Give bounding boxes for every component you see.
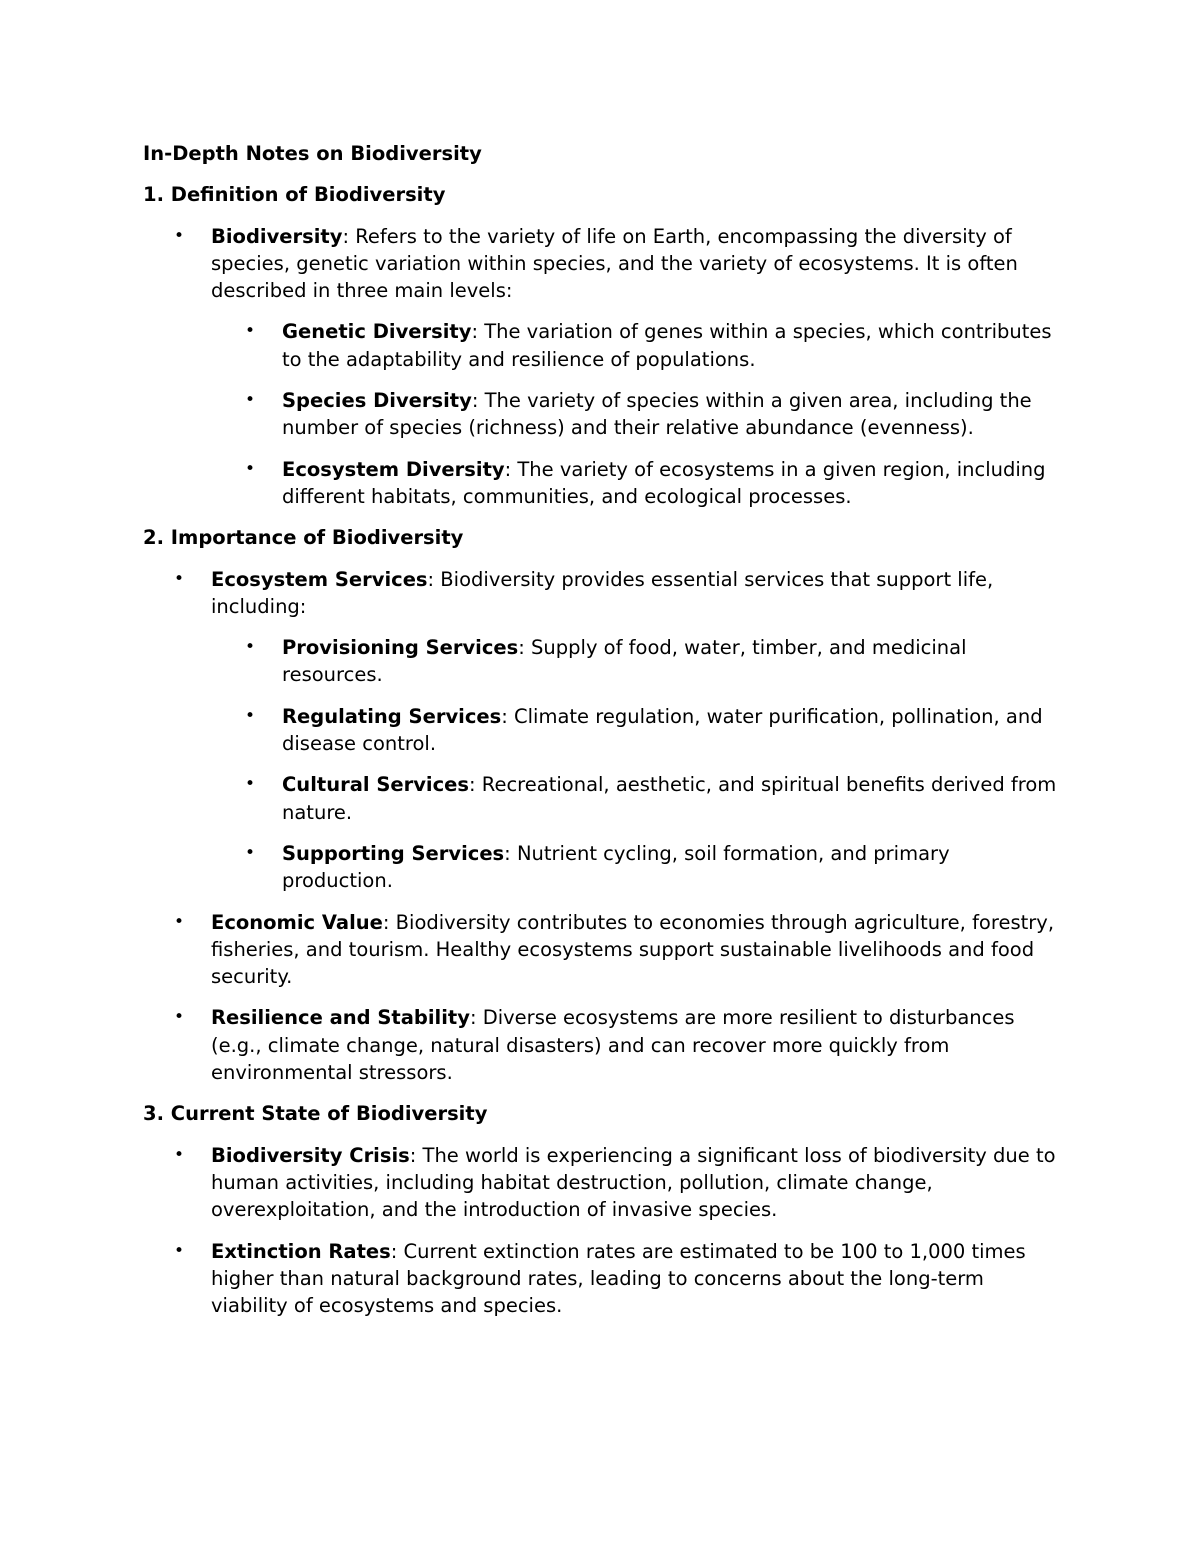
list-item-text: : The variation of genes within a species, which contributes to the adaptability and resilience of populations. — [282, 320, 1052, 371]
bullet-icon: • — [174, 225, 185, 246]
document-title: In-Depth Notes on Biodiversity — [143, 142, 482, 165]
list-item-text: : Climate regulation, water purification, pollination, and disease control. — [282, 704, 1043, 756]
list-item-term: Resilience and Stability — [211, 1006, 470, 1030]
sub-bullet-list — [245, 634, 1063, 894]
list-item-term: Ecosystem Services — [211, 567, 428, 591]
list-item-term: Regulating Services — [282, 704, 502, 728]
bullet-icon: • — [245, 458, 256, 479]
sub-list-item — [245, 771, 1063, 826]
list-item-term: Biodiversity — [211, 224, 343, 248]
list-item-term: Genetic Diversity — [282, 320, 472, 344]
list-item — [174, 1004, 1063, 1086]
list-item-term: Economic Value — [211, 910, 383, 934]
sub-list-item — [245, 840, 1063, 895]
bullet-list — [174, 1142, 1063, 1320]
sub-list-item — [245, 456, 1063, 511]
section-heading: 1. Definition of Biodiversity — [143, 183, 446, 207]
list-item-text: : Recreational, aesthetic, and spiritual benefits derived from nature. — [282, 773, 1057, 824]
list-item-term: Extinction Rates — [211, 1239, 391, 1263]
document-body — [143, 140, 1063, 1333]
list-item-text: : Diverse ecosystems are more resilient to disturbances (e.g., climate change, natural disasters) and can recover more quickly from environmental stressors. — [211, 1006, 1015, 1085]
bullet-icon: • — [174, 911, 185, 932]
list-item-term: Supporting Services — [282, 841, 505, 865]
bullet-icon: • — [245, 637, 256, 658]
list-item-term: Ecosystem Diversity — [282, 457, 505, 481]
bullet-list — [174, 566, 1063, 1087]
bullet-icon: • — [174, 568, 185, 589]
bullet-icon: • — [174, 1007, 185, 1028]
bullet-list — [174, 223, 1063, 511]
sub-bullet-list — [245, 318, 1063, 510]
bullet-icon: • — [174, 1240, 185, 1261]
bullet-icon: • — [245, 705, 256, 726]
sub-list-item — [245, 318, 1063, 373]
section-heading: 3. Current State of Biodiversity — [143, 1102, 488, 1126]
list-item-text: : The variety of species within a given area, including the number of species (richness) and their relative abundance (evenness). — [282, 389, 1032, 440]
list-item-text: : The world is experiencing a significant loss of biodiversity due to human activities, including habitat destruction, pollution, climate change, overexploitation, and the introduction of invasive species. — [211, 1143, 1056, 1222]
list-item-term: Species Diversity — [282, 389, 472, 413]
bullet-icon: • — [245, 390, 256, 411]
list-item-text: : The variety of ecosystems in a given region, including different habitats, communities, and ecological processes. — [282, 457, 1046, 508]
section-heading: 2. Importance of Biodiversity — [143, 526, 464, 550]
list-item-text: : Nutrient cycling, soil formation, and primary production. — [282, 841, 950, 893]
list-item-text: : Current extinction rates are estimated to be 100 to 1,000 times higher than natural background rates, leading to concerns about the long-term viability of ecosystems and species. — [211, 1239, 1026, 1318]
list-item — [174, 223, 1063, 511]
list-item-term: Cultural Services — [282, 773, 470, 797]
list-item — [174, 566, 1063, 895]
list-item — [174, 909, 1063, 991]
list-item-text: : Supply of food, water, timber, and medicinal resources. — [282, 636, 967, 687]
bullet-icon: • — [174, 1144, 185, 1165]
sub-list-item — [245, 387, 1063, 442]
list-item-text: : Biodiversity provides essential services that support life, including: — [211, 567, 994, 618]
list-item-term: Biodiversity Crisis — [211, 1143, 410, 1167]
sub-list-item — [245, 634, 1063, 689]
bullet-icon: • — [245, 842, 256, 863]
bullet-icon: • — [245, 321, 256, 342]
list-item-text: : Biodiversity contributes to economies through agriculture, forestry, fisheries, and tourism. Healthy ecosystems support sustainable livelihoods and food security. — [211, 910, 1055, 989]
list-item-term: Provisioning Services — [282, 636, 519, 660]
list-item-text: : Refers to the variety of life on Earth, encompassing the diversity of species, genetic variation within species, and the variety of ecosystems. It is often described in three main levels: — [211, 224, 1018, 303]
sub-list-item — [245, 703, 1063, 758]
list-item — [174, 1142, 1063, 1224]
list-item — [174, 1238, 1063, 1320]
bullet-icon: • — [245, 774, 256, 795]
